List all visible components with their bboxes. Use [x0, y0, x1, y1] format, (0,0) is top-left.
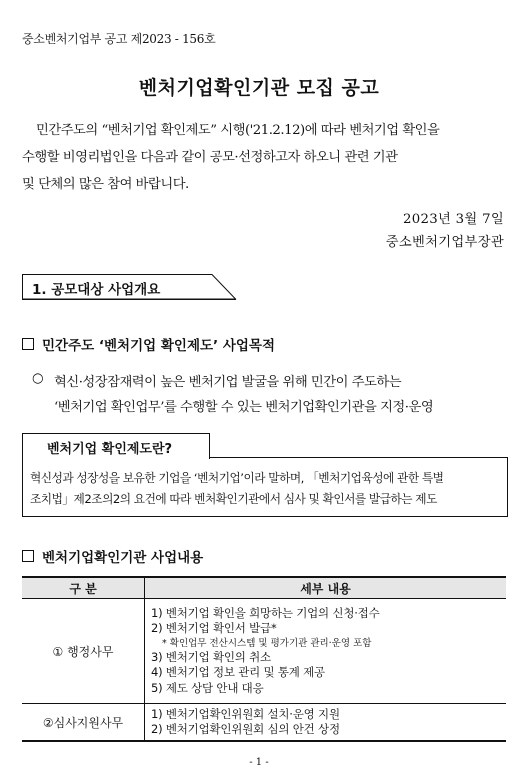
circle-bullet-icon: ○: [32, 371, 44, 386]
row-category: ②심사지원사무: [22, 704, 145, 742]
section-heading: [22, 274, 237, 300]
purpose-line-1: 혁신·성장잠재력이 높은 벤처기업 발굴을 위해 민간이 주도하는: [54, 375, 402, 390]
column-header-details: 세부 내용: [145, 577, 507, 599]
notice-number: 중소벤처기업부 공고 제2023 - 156호: [22, 32, 216, 46]
detail-item: 2) 벤처기업확인위원회 심의 안건 상정: [151, 722, 340, 736]
detail-item: 3) 벤처기업 확인의 취소: [151, 649, 271, 664]
definition-line-2: 조치법」제2조의2의 요건에 따라 벤처확인기관에서 심사 및 확인서를 발급하는 제도: [30, 492, 437, 506]
definition-line-1: 혁신성과 성장성을 보유한 기업을 ‘벤처기업’이라 말하며, 「벤처기업육성에 관한 특별: [30, 471, 444, 485]
purpose-heading-text: 민간주도 ‘벤처기업 확인제도’ 사업목적: [42, 338, 276, 354]
intro-line-1: 민간주도의 “벤처기업 확인제도” 시행('21.2.12)에 따라 벤처기업 확인을: [36, 123, 440, 138]
page-number: - 1 -: [249, 757, 269, 768]
detail-item: 2) 벤처기업 확인서 발급*: [151, 621, 277, 636]
business-content-table: [22, 576, 506, 742]
definition-title: 벤처기업 확인제도란?: [47, 442, 173, 457]
row-category: ① 행정사무: [22, 599, 145, 704]
definition-tab: [22, 433, 210, 459]
detail-note: * 확인업무 전산시스템 및 평가기관 관리·운영 포함: [162, 637, 372, 649]
content-heading-text: 벤처기업확인기관 사업내용: [42, 550, 204, 566]
section-heading-text: 1. 공모대상 사업개요: [32, 282, 161, 298]
announcement-date: 2023년 3월 7일: [402, 212, 504, 227]
column-header-category: 구 분: [22, 577, 145, 599]
purpose-line-2: ‘벤처기업 확인업무’를 수행할 수 있는 벤처기업확인기관을 지정·운영: [54, 400, 434, 415]
detail-item: 1) 벤처기업확인위원회 설치·운영 지원: [151, 706, 340, 721]
content-heading: [22, 546, 203, 566]
row-details: [145, 599, 507, 704]
table-header-row: [22, 577, 506, 599]
row-details: [145, 704, 507, 742]
detail-item: 1) 벤처기업 확인을 희망하는 기업의 신청·접수: [151, 605, 380, 620]
page-title: 벤처기업확인기관 모집 공고: [138, 77, 380, 99]
square-bullet-icon: [22, 338, 34, 350]
table-row: [22, 704, 506, 742]
intro-line-3: 및 단체의 많은 참여 바랍니다.: [22, 177, 189, 192]
issuer: 중소벤처기업부장관: [385, 235, 504, 250]
detail-item: 4) 벤처기업 정보 관리 및 통계 제공: [151, 665, 325, 680]
purpose-heading: [22, 334, 275, 354]
definition-box: [22, 457, 508, 517]
table-row: [22, 599, 506, 704]
intro-line-2: 수행할 비영리법인을 다음과 같이 공모·선정하고자 하오니 관련 기관: [22, 150, 398, 165]
square-bullet-icon: [22, 550, 34, 562]
detail-item: 5) 제도 상담 안내 대응: [151, 680, 264, 695]
